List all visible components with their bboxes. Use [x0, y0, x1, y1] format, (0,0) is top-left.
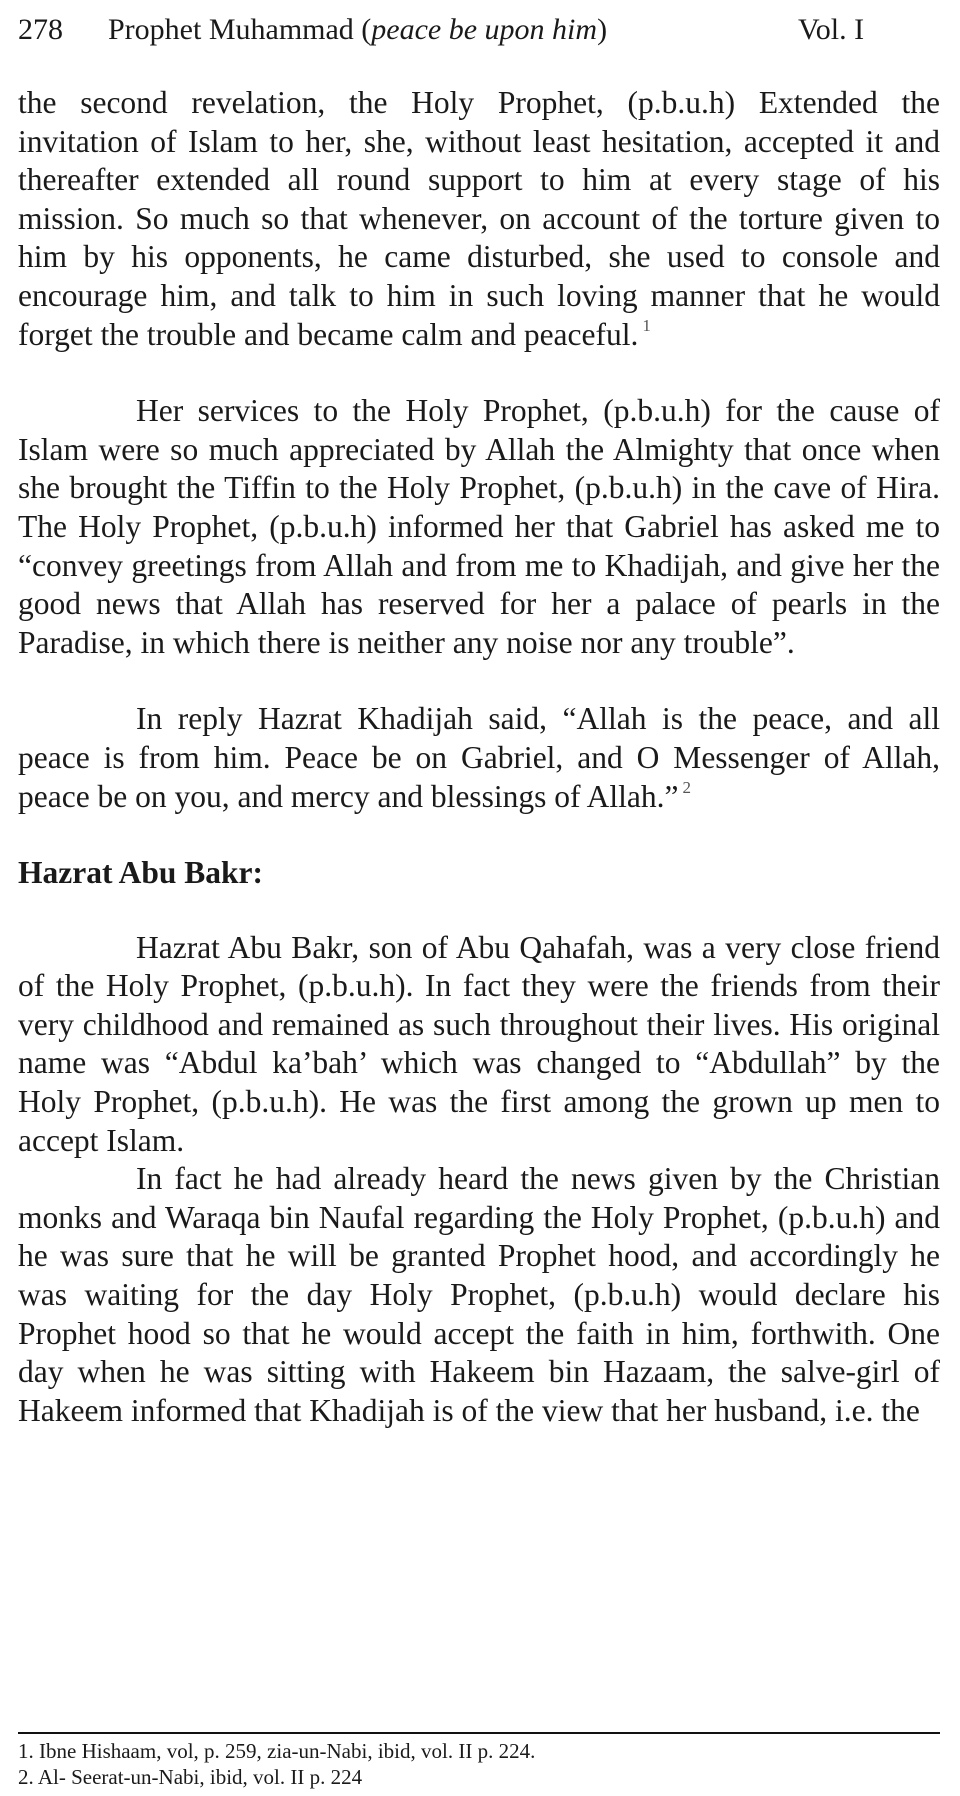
- book-title: [108, 8, 607, 52]
- paragraph-gap: [18, 354, 940, 392]
- footnote: 2. Al- Seerat-un-Nabi, ibid, vol. II p. 224: [18, 1765, 363, 1789]
- paragraph-text: the second revelation, the Holy Prophet, (p.b.u.h) Extended the invitation of Islam to her, she, without least hesitation, accepted it and thereafter extended all round support to him at every stage of his mission. So much so that whenever, on account of the torture given to him by his opponents, he came disturbed, she used to console and encourage him, and talk to him in such loving manner that he would forget the trouble and became calm and peaceful.: [18, 85, 940, 352]
- footnote-divider: [18, 1732, 940, 1734]
- section-heading: Hazrat Abu Bakr:: [18, 855, 264, 891]
- page-number: 278: [18, 13, 63, 46]
- paragraph-text: In reply Hazrat Khadijah said, “Allah is the peace, and all peace is from him. Peace be on Gabriel, and O Messenger of Allah, peace be on you, and mercy and blessings of Allah.”: [18, 701, 940, 814]
- volume-label: Vol. I: [798, 13, 865, 46]
- paragraph: In fact he had already heard the news given by the Christian monks and Waraqa bin Naufal regarding the Holy Prophet, (p.b.u.h) and he was sure that he will be granted Prophet hood, and accordingly he was waiting for the day Holy Prophet, (p.b.u.h) would declare his Prophet hood so that he would accept the faith in him, forthwith. One day when he was sitting with Hakeem bin Hazaam, the salve-girl of Hakeem informed that Khadijah is of the view that her husband, i.e. the: [18, 1161, 940, 1428]
- document-page: [18, 0, 940, 1796]
- paragraph: [18, 700, 940, 816]
- book-title-suffix: ): [597, 13, 608, 46]
- paragraph-gap: [18, 816, 940, 854]
- footnotes: [18, 1738, 918, 1790]
- paragraph: Hazrat Abu Bakr, son of Abu Qahafah, was a very close friend of the Holy Prophet, (p.b.u.h). In fact they were the friends from their very childhood and remained as such throughout their lives. His original name was “Abdul ka’bah’ which was changed to “Abdullah” by the Holy Prophet, (p.b.u.h). He was the first among the grown up men to accept Islam.: [18, 929, 940, 1158]
- footnote: 1. Ibne Hishaam, vol, p. 259, zia-un-Nabi, ibid, vol. II p. 224.: [18, 1739, 536, 1763]
- paragraph-gap: [18, 662, 940, 700]
- book-title-prefix: Prophet Muhammad (: [108, 13, 372, 46]
- footnote-ref[interactable]: 1: [642, 315, 651, 335]
- body-text: [18, 84, 940, 1430]
- paragraph-gap: [18, 893, 940, 929]
- running-header: [18, 8, 918, 52]
- paragraph: Her services to the Holy Prophet, (p.b.u.h) for the cause of Islam were so much appreciated by Allah the Almighty that once when she brought the Tiffin to the Holy Prophet, (p.b.u.h) in the cave of Hira. The Holy Prophet, (p.b.u.h) informed her that Gabriel has asked me to “convey greetings from Allah and from me to Khadijah, and give her the good news that Allah has reserved for her a palace of pearls in the Paradise, in which there is neither any noise nor any trouble”.: [18, 393, 940, 660]
- paragraph: [18, 84, 940, 354]
- book-title-italic: peace be upon him: [371, 13, 598, 46]
- footnote-ref[interactable]: 2: [682, 777, 691, 797]
